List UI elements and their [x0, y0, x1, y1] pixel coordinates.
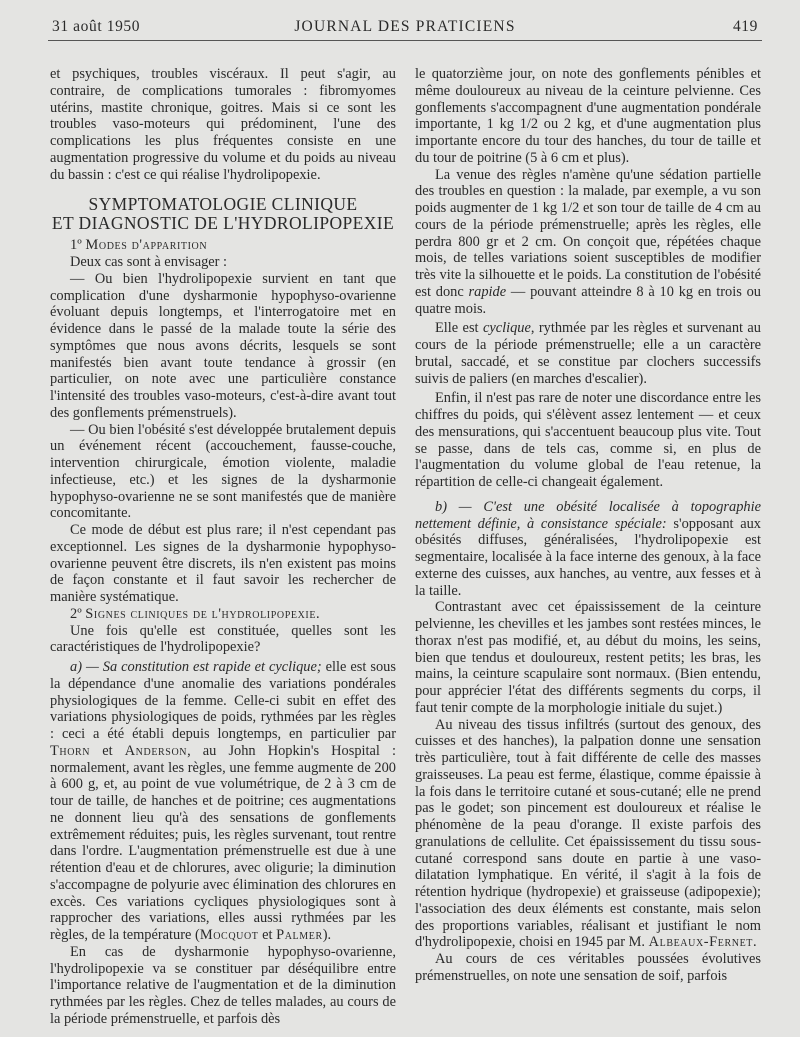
text-run: et — [102, 742, 113, 759]
paragraph: Une fois qu'elle est constituée, quelles sont les caractéristiques de l'hydrolipopexie? — [50, 622, 396, 656]
right-column — [415, 66, 761, 985]
text-run: — pouvant atteindre 8 à 10 kg en trois ou quatre mois. — [415, 283, 761, 317]
text-run: Elle est — [435, 320, 479, 337]
author-name: Mocquot — [199, 927, 259, 943]
item-label: b) — — [435, 498, 472, 515]
subheading-text: Signes cliniques de l'hydrolipopexie. — [85, 605, 321, 622]
section-heading-line-2: ET DIAGNOSTIC DE L'HYDROLIPOPEXIE — [51, 213, 395, 234]
subheading-number: 2º — [70, 605, 82, 622]
paragraph-b — [415, 499, 761, 600]
italic-word: cyclique — [482, 320, 531, 337]
author-name: Albeaux-Fernet — [648, 934, 753, 951]
paragraph — [415, 167, 761, 318]
paragraph: Ce mode de début est plus rare; il n'est cependant pas exceptionnel. Les signes de la dysharmonie hypophyso-ovarienne peuvent être discrets, ils n'en existent pas moins de façon constante et il faut savoir les rechercher de manière systématique. — [50, 522, 396, 605]
text-run: , rythmée par les règles et survenant au cours de la période prémenstruelle; elle a un caractère brutal, saccadé, et se constitue par clochers successifs suivis de paliers (en marches d'escalier). — [415, 320, 761, 387]
left-column — [50, 66, 396, 1028]
paragraph: Au cours de ces véritables poussées évolutives prémenstruelles, on note une sensation de soif, parfois — [415, 951, 761, 984]
italic-lead: Sa constitution est rapide et cyclique; — [102, 659, 322, 675]
paragraph: — Ou bien l'obésité s'est développée brutalement depuis un événement récent (accouchement, fausse-couche, intervention chirurgicale, émotion violente, maladie infectieuse, etc.) et les signes de la dysharmonie hypophyso-ovarienne ne se sont manifestés que de manière concomitante. — [50, 421, 396, 522]
author-name: Palmer — [276, 927, 323, 943]
text-run: , au John Hopkin's Hospital : normalement, avant les règles, une femme augmente de 200 à 600 g, et, au point de vue volumétrique, de 2 à 3 cm de tour de taille, de hanches et de poitrine; ces augmentations ne donnent lieu qu'à des sensations de gonflements extrêmement réduites; puis, les règles survenant, tout rentre dans l'ordre. L'augmentation prémenstruelle est due à une rétention d'eau et de chlorures, avec oligurie; la diminution s'accompagne de polyurie avec élimination des chlorures en excès. Ces variations cycliques physiologiques sont à rapprocher des variations, elles aussi rythmées par les règles, de la température ( — [50, 742, 396, 943]
section-heading — [50, 195, 396, 233]
section-heading-line-1: SYMPTOMATOLOGIE CLINIQUE — [88, 194, 358, 215]
text-run: elle est sous la dépendance d'une anomalie des variations pondérales physiologiques de la femme. Celle-ci subit en effet des variations physiologiques de poids, rythmées par les règles : ceci a été établi depuis longtemps, en particulier par — [50, 659, 396, 742]
subheading-signes — [50, 606, 396, 623]
author-name: Thorn — [50, 742, 91, 759]
text-run: ). — [322, 927, 332, 943]
paragraph: Deux cas sont à envisager : — [70, 254, 228, 270]
journal-title: JOURNAL DES PRATICIENS — [294, 18, 516, 35]
italic-lead: C'est une obésité localisée à topographie nettement définie, à consistance spéciale: — [415, 498, 761, 532]
page-number: 419 — [732, 18, 758, 35]
running-header — [48, 18, 762, 41]
text-run: . — [752, 934, 757, 951]
subheading-number: 1º — [70, 237, 82, 254]
paragraph: le quatorzième jour, on note des gonflements pénibles et même douloureux au niveau de la ceinture pelvienne. Ces gonflements s'accompagnent d'une augmentation pondérale importante, 1 kg 1/2 ou 2 kg, et d'une augmentation plus importante encore du tour des hanches, du tour de taille et du tour de poitrine (5 à 6 cm et plus). — [415, 66, 761, 166]
subheading-modes — [50, 237, 396, 254]
author-name: Anderson — [124, 742, 188, 759]
paragraph: Enfin, il n'est pas rare de noter une discordance entre les chiffres du poids, qui s'élèvent assez lentement — et ceux des mensurations, qui s'accentuent beaucoup plus vite. Tout se passe, dans de tels cas, comme si, en plus de l'augmentation du volume global de l'eau retenue, la répartition de celle-ci changeait également. — [415, 390, 761, 490]
paragraph — [415, 717, 761, 952]
issue-date: 31 août 1950 — [52, 18, 141, 35]
text-run: et — [262, 927, 273, 943]
paragraph — [415, 320, 761, 387]
paragraph: Contrastant avec cet épaississement de la ceinture pelvienne, les chevilles et les jambes sont restées minces, le thorax n'est pas modifié, et, au début du moins, les seins, bien que tendus et douloureux, restent petits; les bras, les mains, la ceinture scapulaire sont normaux. (Bien entendu, pour apprécier l'état des différents segments du corps, il faut tenir compte de la morphologie initiale du sujet.) — [415, 599, 761, 716]
text-run: La venue des règles n'amène qu'une sédation partielle des troubles en question : la malade, par exemple, a vu son poids augmenter de 1 kg 1/2 et son tour de taille de 4 cm au cours de la période prémenstruelle; après les règles, elle perdra 800 gr et 2 cm. On conçoit que, répétées chaque mois, de telles variations soient susceptibles de modifier très vite la silhouette et le poids. La constitution de l'obésité est donc — [415, 166, 761, 300]
paragraph-a — [50, 659, 396, 944]
paragraph: — Ou bien l'hydrolipopexie survient en tant que complication d'une dysharmonie hypophyso-ovarienne évoluant depuis longtemps, et l'interrogatoire met en évidence dans le passé de la malade toute la série des symptômes que nous avons décrits, lesquels se sont manifestés bien avant toute tendance à grossir (en particulier, on note avec une particulière constance l'intensité des troubles vaso-moteurs, c'est-à-dire avant tout des gonflements prémenstruels). — [50, 270, 396, 421]
italic-word: rapide — [468, 283, 507, 300]
item-label: a) — — [70, 659, 99, 675]
subheading-text: Modes d'apparition — [85, 237, 208, 254]
paragraph: et psychiques, troubles viscéraux. Il peut s'agir, au contraire, de complications tumorales : fibromyomes utérins, mastite chronique, goitres. Mais si ce sont les troubles vaso-moteurs qui prédominent, l'une des complications les plus fréquentes consiste en une augmentation progressive du volume et du poids au niveau du bassin : c'est ce qui réalise l'hydrolipopexie. — [50, 66, 396, 183]
text-run: s'opposant aux obésités diffuses, généralisées, l'hydrolipopexie est segmentaire, localisée à la face interne des genoux, à la face externe des cuisses, aux hanches, au ventre, aux fesses et à la taille. — [415, 515, 761, 599]
paragraph: En cas de dysharmonie hypophyso-ovarienne, l'hydrolipopexie va se constituer par déséquilibre entre l'importance relative de l'augmentation et de la diminution rythmées par les règles. Chez de telles malades, au cours de la période prémenstruelle, et parfois dès — [50, 943, 396, 1027]
text-run: Au niveau des tissus infiltrés (surtout des genoux, des cuisses et des hanches), la palpation donne une sensation très particulière, tout à fait différente de celle des masses graisseuses. La peau est ferme, élastique, comme épaissie à la fois dans le territoire cutané et sous-cutané; elle ne prend pas le godet; son pincement est douloureux et réalise le phénomène de la peau d'orange. Il existe parfois des granulations de cellulite. Cet épaississement du tissu sous-cutané correspond sans doute en partie à une vaso-dilatation lymphatique. En vérité, il s'agit à la fois de rétention hydrique (hydropexie) et graisseuse (adipopexie); l'association des deux éléments est constante, mais selon des proportions variables, réalisant et justifiant le nom d'hydrolipopexie, choisi en 1945 par M. — [415, 716, 761, 951]
